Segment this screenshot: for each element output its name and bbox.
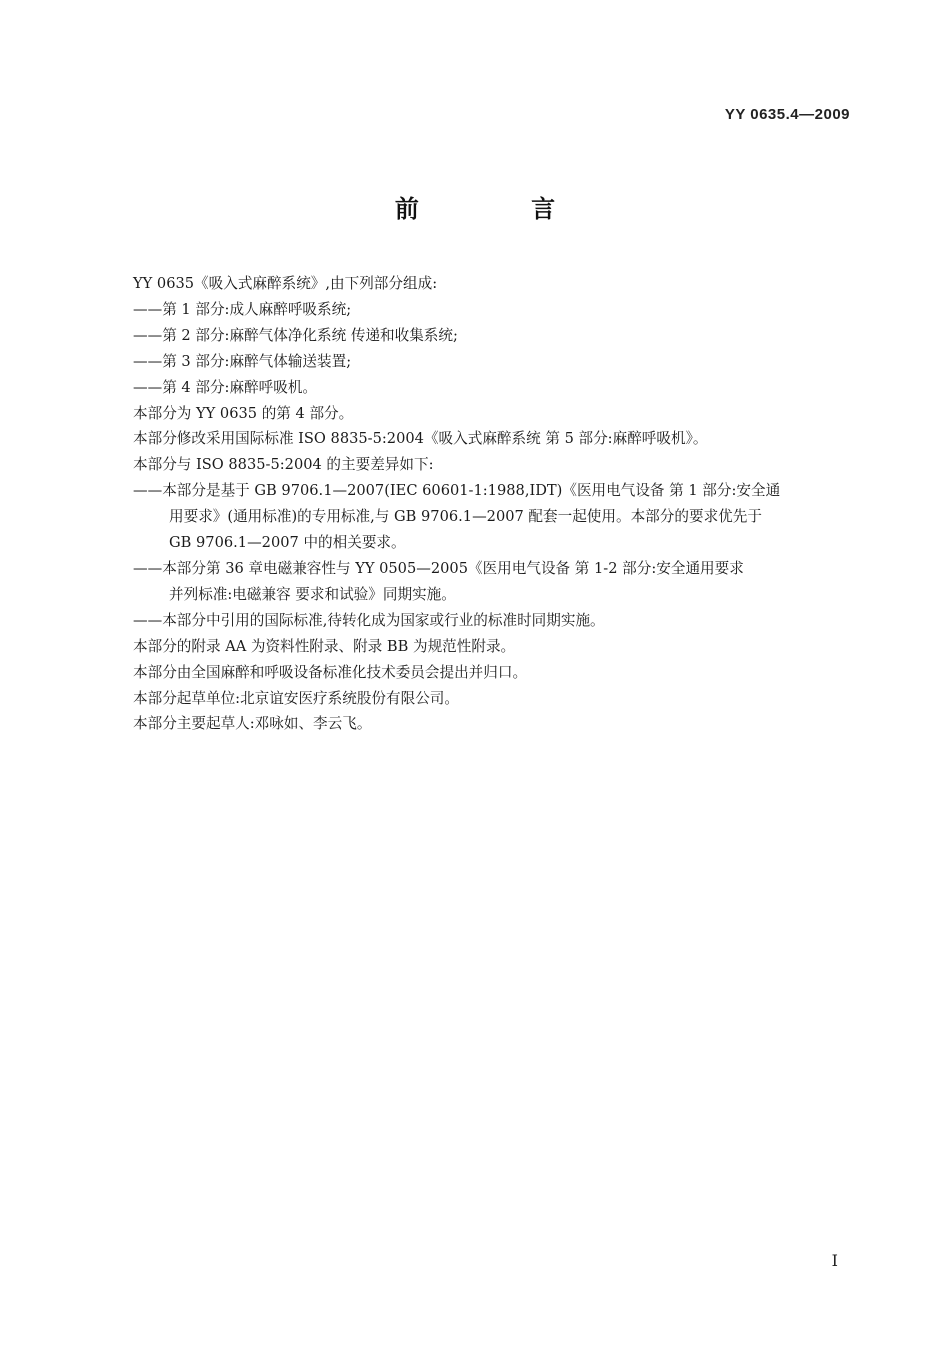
list-item: ——本部分第 36 章电磁兼容性与 YY 0505—2005《医用电气设备 第 1-2 部分:安全通用要求	[133, 559, 744, 577]
list-item-continuation: GB 9706.1—2007 中的相关要求。	[169, 534, 406, 552]
list-item: ——第 2 部分:麻醉气体净化系统 传递和收集系统;	[133, 326, 458, 344]
list-item-continuation: 用要求》(通用标准)的专用标准,与 GB 9706.1—2007 配套一起使用。本部分的要求优先于	[169, 508, 762, 526]
paragraph: 本部分修改采用国际标准 ISO 8835-5:2004《吸入式麻醉系统 第 5 部分:麻醉呼吸机》。	[133, 430, 708, 448]
foreword-body	[133, 271, 833, 737]
list-item: ——本部分中引用的国际标准,待转化成为国家或行业的标准时同期实施。	[133, 611, 605, 629]
paragraph: 本部分由全国麻醉和呼吸设备标准化技术委员会提出并归口。	[133, 663, 528, 681]
list-item: ——第 1 部分:成人麻醉呼吸系统;	[133, 300, 352, 318]
list-item: ——本部分是基于 GB 9706.1—2007(IEC 60601-1:1988,IDT)《医用电气设备 第 1 部分:安全通	[133, 482, 781, 500]
standard-code: YY 0635.4—2009	[724, 106, 850, 123]
paragraph: 本部分与 ISO 8835-5:2004 的主要差异如下:	[133, 456, 434, 474]
page-number: I	[831, 1251, 838, 1270]
paragraph: 本部分为 YY 0635 的第 4 部分。	[133, 404, 354, 422]
list-item: ——第 3 部分:麻醉气体输送装置;	[133, 352, 352, 370]
page-title: 前 言	[394, 195, 608, 223]
paragraph: 本部分的附录 AA 为资料性附录、附录 BB 为规范性附录。	[133, 637, 516, 655]
paragraph: 本部分主要起草人:邓咏如、李云飞。	[133, 715, 372, 733]
list-item-continuation: 并列标准:电磁兼容 要求和试验》同期实施。	[169, 585, 456, 603]
paragraph: YY 0635《吸入式麻醉系统》,由下列部分组成:	[133, 275, 438, 292]
list-item: ——第 4 部分:麻醉呼吸机。	[133, 378, 318, 396]
paragraph: 本部分起草单位:北京谊安医疗系统股份有限公司。	[133, 689, 459, 707]
